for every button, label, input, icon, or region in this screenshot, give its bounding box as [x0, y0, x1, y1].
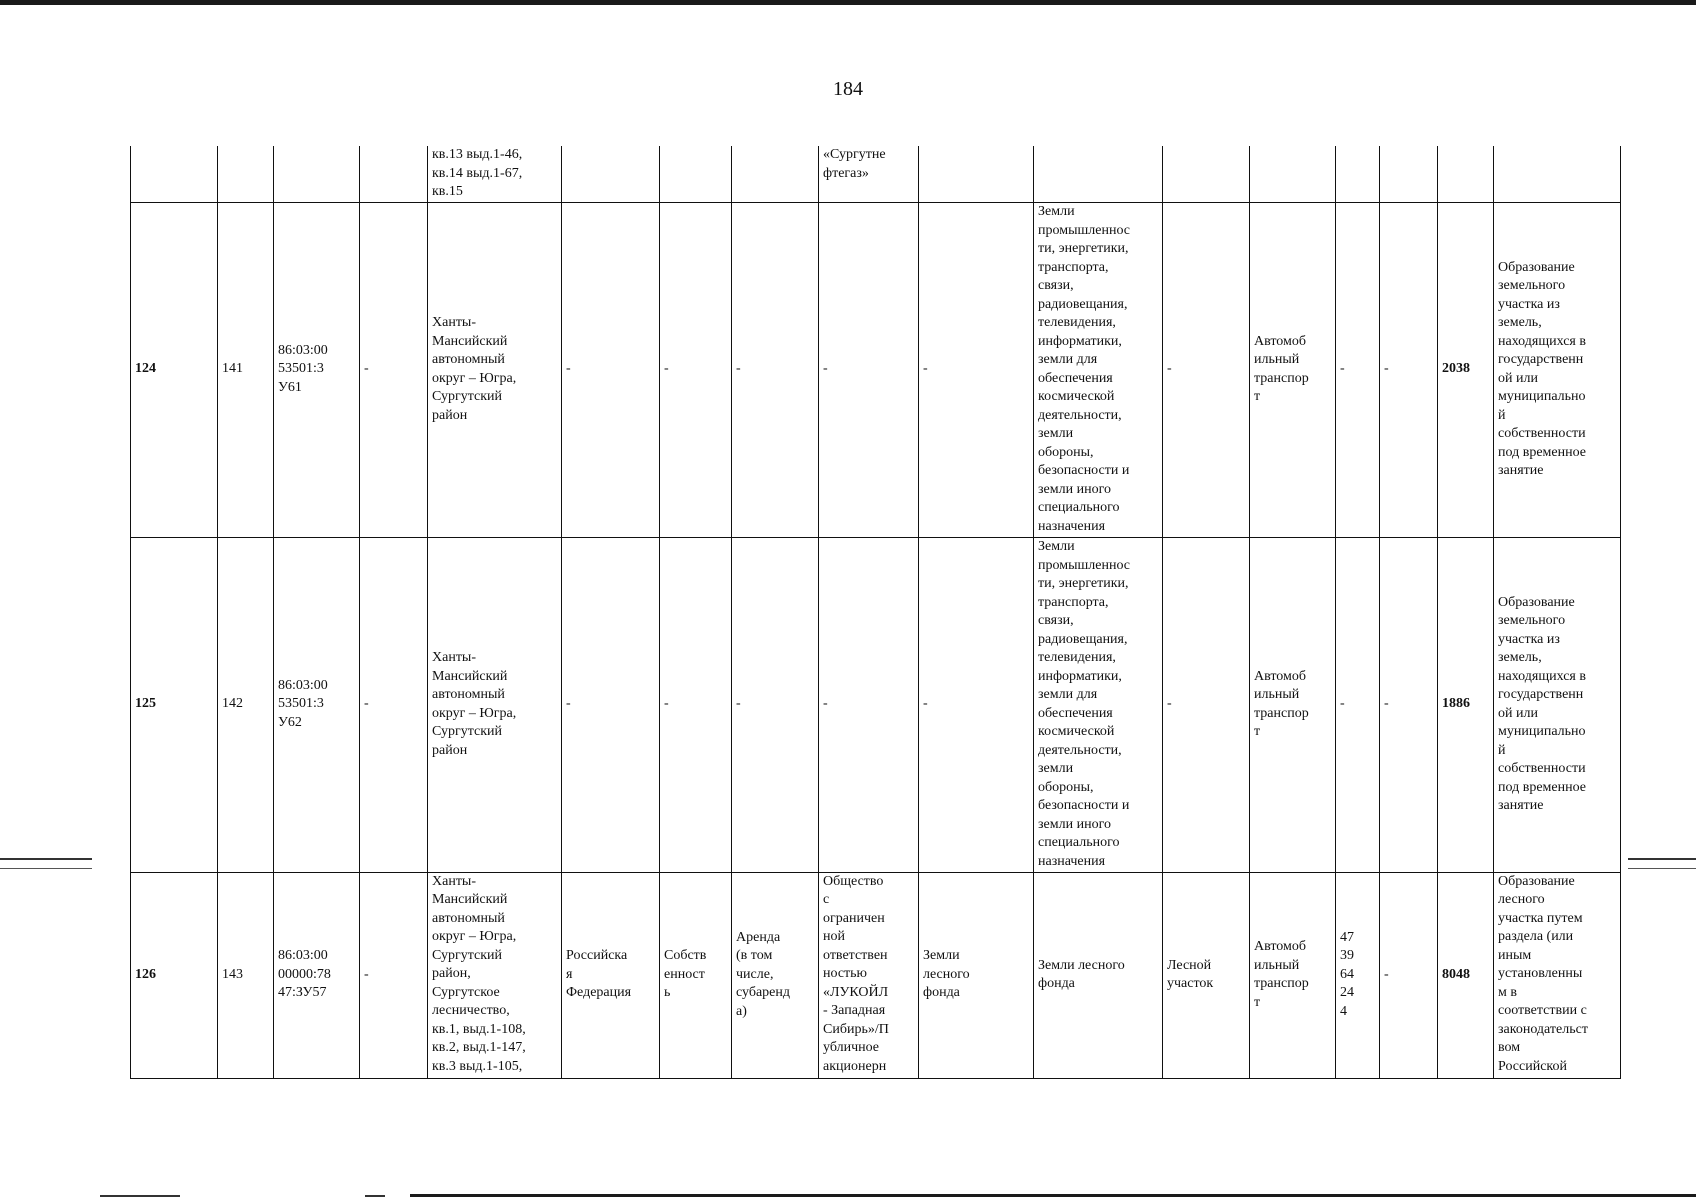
- cell-permitted-use: [1250, 146, 1336, 202]
- cell-encumbrance-type: -: [732, 537, 819, 872]
- cell-land-category-detail: Земли лесного фонда: [1034, 872, 1163, 1078]
- cell-cadastral-number: 86:03:00 00000:78 47:ЗУ57: [274, 872, 360, 1078]
- cell-location: кв.13 выд.1-46, кв.14 выд.1-67, кв.15: [428, 146, 562, 202]
- cell-encumbrance-type: Аренда (в том числе, субаренд а): [732, 872, 819, 1078]
- cell-object-type: -: [1163, 537, 1250, 872]
- cell-encumbrance-holder: «Сургутне фтегаз»: [819, 146, 919, 202]
- cell-area-value: 1886: [1438, 537, 1494, 872]
- cell-owner: Российска я Федерация: [562, 872, 660, 1078]
- cell-owner: -: [562, 202, 660, 537]
- cell-encumbrance-holder: Общество с ограничен ной ответствен ностью «ЛУКОЙЛ - Западная Сибирь»/П убличное акционерн: [819, 872, 919, 1078]
- scan-bottom-mark: [100, 1195, 180, 1197]
- cell-purpose: Образование лесного участка путем раздела (или иным установленны м в соответствии с законодательст вом Российской: [1494, 872, 1621, 1078]
- page-number: 184: [833, 78, 863, 100]
- cell-restriction: -: [1380, 537, 1438, 872]
- cell-row-number: 124: [131, 202, 218, 537]
- cell-row-number: [131, 146, 218, 202]
- scan-bottom-edge: [410, 1194, 1696, 1197]
- cell-land-category: [919, 146, 1034, 202]
- cell-right-type: Собств енност ь: [660, 872, 732, 1078]
- cell-area-part: -: [1336, 537, 1380, 872]
- cell-object-type: -: [1163, 202, 1250, 537]
- cell-right-type: -: [660, 537, 732, 872]
- land-plots-table: [130, 146, 1621, 1079]
- cell-cadastral-number: 86:03:00 53501:3 У62: [274, 537, 360, 872]
- cell-land-category-detail: [1034, 146, 1163, 202]
- cell-owner: -: [562, 537, 660, 872]
- cell-owner: [562, 146, 660, 202]
- cell-address-note: [360, 146, 428, 202]
- cell-land-category: -: [919, 202, 1034, 537]
- cell-row-number: 126: [131, 872, 218, 1078]
- cell-location: Ханты- Мансийский автономный округ – Югра, Сургутский район: [428, 202, 562, 537]
- cell-row-number: 125: [131, 537, 218, 872]
- cell-location: Ханты- Мансийский автономный округ – Югра, Сургутский район: [428, 537, 562, 872]
- cell-address-note: -: [360, 537, 428, 872]
- cell-cadastral-number: [274, 146, 360, 202]
- cell-area-value: 8048: [1438, 872, 1494, 1078]
- cell-object-type: [1163, 146, 1250, 202]
- cell-cadastral-number: 86:03:00 53501:3 У61: [274, 202, 360, 537]
- cell-restriction: [1380, 146, 1438, 202]
- table-row: [131, 872, 1621, 1078]
- cell-restriction: -: [1380, 872, 1438, 1078]
- scan-side-mark: [0, 868, 92, 869]
- cell-encumbrance-holder: -: [819, 202, 919, 537]
- cell-permitted-use: Автомоб ильный транспор т: [1250, 872, 1336, 1078]
- cell-area-part: -: [1336, 202, 1380, 537]
- cell-encumbrance-holder: -: [819, 537, 919, 872]
- cell-land-category-detail: Земли промышленнос ти, энергетики, транспорта, связи, радиовещания, телевидения, информатики, земли для обеспечения космической деятельности, земли обороны, безопасности и земли иного специального назначения: [1034, 537, 1163, 872]
- cell-object-type: Лесной участок: [1163, 872, 1250, 1078]
- cell-encumbrance-type: -: [732, 202, 819, 537]
- scan-side-mark: [0, 858, 92, 860]
- scan-bottom-mark: [365, 1195, 385, 1197]
- cell-sequence-number: 141: [218, 202, 274, 537]
- scan-side-mark: [1628, 858, 1696, 860]
- cell-land-category: -: [919, 537, 1034, 872]
- cell-land-category: Земли лесного фонда: [919, 872, 1034, 1078]
- table-row: [131, 146, 1621, 202]
- cell-area-part: [1336, 146, 1380, 202]
- cell-purpose: Образование земельного участка из земель, находящихся в государственн ой или муниципально й собственности под временное занятие: [1494, 202, 1621, 537]
- scan-top-edge: [0, 0, 1696, 5]
- cell-location: Ханты- Мансийский автономный округ – Югра, Сургутский район, Сургутское лесничество, кв.1, выд.1-108, кв.2, выд.1-147, кв.3 выд.1-105,: [428, 872, 562, 1078]
- cell-address-note: -: [360, 872, 428, 1078]
- cell-right-type: [660, 146, 732, 202]
- cell-area-value: [1438, 146, 1494, 202]
- cell-right-type: -: [660, 202, 732, 537]
- cell-area-part: 47 39 64 24 4: [1336, 872, 1380, 1078]
- cell-purpose: Образование земельного участка из земель, находящихся в государственн ой или муниципально й собственности под временное занятие: [1494, 537, 1621, 872]
- cell-purpose: [1494, 146, 1621, 202]
- cell-area-value: 2038: [1438, 202, 1494, 537]
- cell-land-category-detail: Земли промышленнос ти, энергетики, транспорта, связи, радиовещания, телевидения, информатики, земли для обеспечения космической деятельности, земли обороны, безопасности и земли иного специального назначения: [1034, 202, 1163, 537]
- table-row: [131, 202, 1621, 537]
- cell-sequence-number: 142: [218, 537, 274, 872]
- cell-encumbrance-type: [732, 146, 819, 202]
- cell-address-note: -: [360, 202, 428, 537]
- cell-restriction: -: [1380, 202, 1438, 537]
- cell-sequence-number: [218, 146, 274, 202]
- scan-side-mark: [1628, 868, 1696, 869]
- cell-permitted-use: Автомоб ильный транспор т: [1250, 537, 1336, 872]
- cell-sequence-number: 143: [218, 872, 274, 1078]
- cell-permitted-use: Автомоб ильный транспор т: [1250, 202, 1336, 537]
- table-row: [131, 537, 1621, 872]
